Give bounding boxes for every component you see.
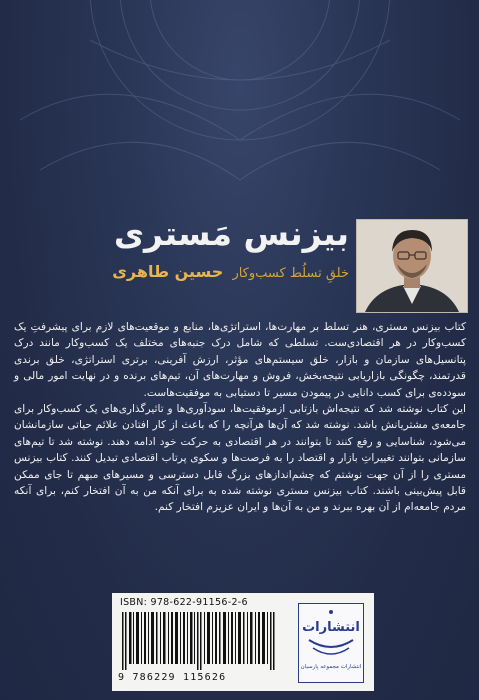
book-subtitle: خلقِ تسلُط کسب‌وکار <box>232 266 349 281</box>
barcode-number: 9 786229 115626 <box>118 672 227 683</box>
decorative-ornament <box>0 0 479 215</box>
description-paragraph: این کتاب نوشته شد که نتیجه‌اش بازتابی ازموفقیت‌ها، سودآوری‌ها و تاثیرگذاری‌های یک کسب‌وکار برای جامعه‌ی مشتریانش باشد. نوشته شد که آن‌ها هرآنچه را که باعث از کار افتادن علائم حیاتی سازمانشان می‌شود، شناسایی و رفع کنند تا بتوانند در هر اقتصادی به حرکت خود ادامه دهند. نوشته شد تا تیم‌های سازمانی بتوانند تغییراتِ بازار و اقتصاد را به فرصت‌ها و سکوی پرتاب اقتصادی تبدیل کنند. کتاب بیزنس مستری را از آن جهت نوشتم که چشم‌اندازهای بزرگ قابل دسترسی و مسیرهای مبهم تا جای ممکن قابل پیش‌بینی باشند. کتاب بیزنس مستری نوشته شده به‌ برای آنکه من به آن افتخار کنم، برای آنکه مردم جامعه‌ام از آن بهره ببرند و من به آن‌ها و ایران عزیزم افتخار کنم. <box>14 403 466 514</box>
author-photo <box>356 219 468 313</box>
publisher-logo <box>298 603 364 683</box>
author-name: حسین طاهری <box>112 262 224 281</box>
subtitle-line <box>112 262 349 281</box>
isbn-label: ISBN: 978-622-91156-2-6 <box>120 597 248 608</box>
back-cover-description <box>14 319 466 516</box>
barcode-panel <box>112 593 374 691</box>
book-title: بیزنس مَستری <box>113 214 349 253</box>
publisher-logo-text: انتشارات <box>302 620 360 635</box>
barcode-icon <box>120 612 280 670</box>
publisher-caption: انتشارات مجموعه پارسیان <box>300 664 362 670</box>
description-paragraph: کتاب بیزنس مستری، هنر تسلط بر مهارت‌ها، استراتژی‌ها، منابع و موقعیت‌های لازم برای پیشرفتِ یک کسب‌وکار در هر اقتصادی‌ست. تسلطی که شامل درک جنبه‌های مختلف یک کسب‌وکار مانند درک پتانسیل‌های سازمان و بازار، خلق سیستم‌های مؤثر، ارزش آفرینی، برتری استراتژی، خلق برندی قدرتمند، چگونگی بازاریابی نتیجه‌بخش، فروش و مهارت‌های آن، تیم‌های برنده و در نهایت امور مالی و سودده‌ی برای کسب دانایی در پیمودن مسیر تا دستیابی به موفقیت‌هاست. <box>14 321 466 399</box>
